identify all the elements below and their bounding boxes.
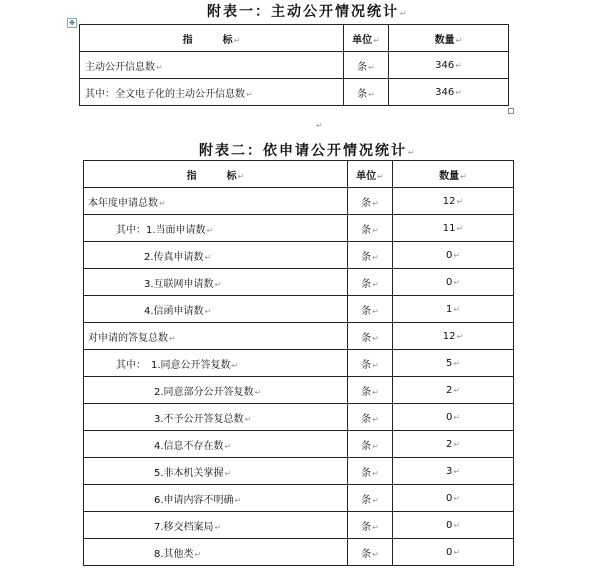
header-indicator: 指 标 ↵ — [183, 35, 241, 46]
table-row — [84, 350, 514, 377]
table-row — [84, 323, 514, 350]
row-unit: 条 ↵ — [361, 495, 379, 506]
row-count: 346 ↵ — [435, 60, 462, 71]
row-label: 6.申请内容不明确 ↵ — [154, 495, 241, 506]
header-count: 数量 ↵ — [435, 35, 463, 46]
row-count: 0 ↵ — [446, 493, 460, 504]
row-unit: 条 ↵ — [361, 225, 379, 236]
row-count: 0 ↵ — [446, 520, 460, 531]
table-move-handle-icon[interactable]: ✥ — [67, 18, 77, 28]
row-unit: 条 ↵ — [361, 198, 379, 209]
row-count: 2 ↵ — [446, 385, 460, 396]
row-unit: 条 ↵ — [361, 441, 379, 452]
row-count: 346 ↵ — [435, 87, 462, 98]
table-row — [84, 215, 514, 242]
row-count: 0 ↵ — [446, 277, 460, 288]
row-count: 5 ↵ — [446, 358, 460, 369]
row-count: 12 ↵ — [443, 331, 463, 342]
row-label: 其中： 1.同意公开答复数 ↵ — [116, 360, 238, 371]
table-row — [84, 188, 514, 215]
header-indicator: 指 标 ↵ — [187, 171, 245, 182]
row-label: 2.传真申请数 ↵ — [144, 252, 211, 263]
table-row — [84, 458, 514, 485]
row-label: 其中：1.当面申请数 ↵ — [116, 225, 213, 236]
table-header-row — [84, 161, 514, 188]
table-row — [84, 485, 514, 512]
table-row — [84, 242, 514, 269]
row-label: 本年度申请总数 ↵ — [88, 198, 166, 209]
row-count: 3 ↵ — [446, 466, 460, 477]
row-label: 主动公开信息数 ↵ — [85, 62, 163, 73]
row-unit: 条 ↵ — [361, 279, 379, 290]
table2 — [83, 160, 514, 566]
row-count: 2 ↵ — [446, 439, 460, 450]
table-resize-handle[interactable] — [508, 108, 514, 114]
row-label: 7.移交档案局 ↵ — [154, 522, 221, 533]
row-unit: 条 ↵ — [361, 360, 379, 371]
table-row — [84, 404, 514, 431]
table1 — [79, 24, 509, 106]
row-label: 4.信函申请数 ↵ — [144, 306, 211, 317]
table-row — [84, 539, 514, 566]
table-row — [84, 431, 514, 458]
table-row — [84, 296, 514, 323]
row-count: 0 ↵ — [446, 250, 460, 261]
table-row — [84, 377, 514, 404]
row-label: 3.互联网申请数 ↵ — [144, 279, 221, 290]
row-count: 0 ↵ — [446, 412, 460, 423]
row-unit: 条 ↵ — [361, 252, 379, 263]
row-unit: 条 ↵ — [361, 387, 379, 398]
row-label: 其中：全文电子化的主动公开信息数 ↵ — [85, 89, 253, 100]
row-unit: 条 ↵ — [357, 89, 375, 100]
row-label: 对申请的答复总数 ↵ — [88, 333, 176, 344]
row-unit: 条 ↵ — [361, 468, 379, 479]
table-row — [84, 269, 514, 296]
row-unit: 条 ↵ — [361, 306, 379, 317]
row-unit: 条 ↵ — [357, 62, 375, 73]
header-unit: 单位 ↵ — [356, 171, 384, 182]
row-count: 12 ↵ — [443, 196, 463, 207]
row-unit: 条 ↵ — [361, 522, 379, 533]
row-unit: 条 ↵ — [361, 414, 379, 425]
row-count: 0 ↵ — [446, 547, 460, 558]
row-count: 1 ↵ — [446, 304, 460, 315]
header-count: 数量 ↵ — [439, 171, 467, 182]
row-label: 5.非本机关掌握 ↵ — [154, 468, 231, 479]
paragraph-mark-icon: ↵ — [316, 121, 323, 130]
row-label: 8.其他类 ↵ — [154, 549, 201, 560]
table-row — [84, 512, 514, 539]
row-count: 11 ↵ — [443, 223, 463, 234]
row-unit: 条 ↵ — [361, 333, 379, 344]
row-label: 2.同意部分公开答复数 ↵ — [154, 387, 261, 398]
row-label: 3.不予公开答复总数 ↵ — [154, 414, 251, 425]
row-label: 4.信息不存在数 ↵ — [154, 441, 231, 452]
table1-title: 附表一：主动公开情况统计 ↵ — [207, 1, 409, 21]
table-row — [80, 79, 509, 106]
table-row — [80, 52, 509, 79]
row-unit: 条 ↵ — [361, 549, 379, 560]
table2-title: 附表二：依申请公开情况统计 ↵ — [199, 140, 417, 160]
table-header-row — [80, 25, 509, 52]
header-unit: 单位 ↵ — [352, 35, 380, 46]
